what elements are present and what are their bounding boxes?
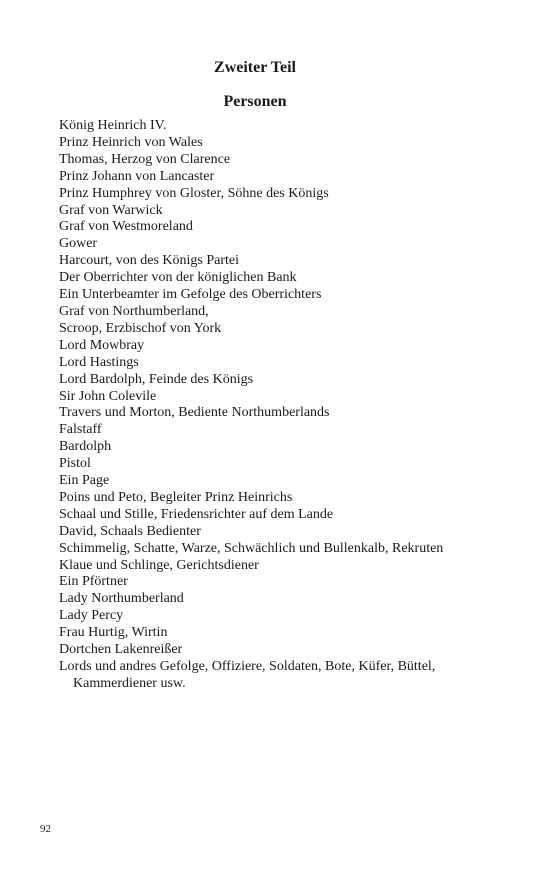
cast-entry: Ein Page bbox=[59, 473, 110, 489]
cast-entry: Prinz Humphrey von Gloster, Söhne des Königs bbox=[59, 185, 329, 201]
cast-entry: David, Schaals Bedienter bbox=[59, 523, 201, 539]
cast-entry: Harcourt, von des Königs Partei bbox=[59, 253, 240, 269]
cast-list bbox=[59, 118, 489, 693]
cast-entry: Gower bbox=[59, 236, 98, 252]
cast-entry: Graf von Warwick bbox=[59, 202, 163, 218]
cast-entry: König Heinrich IV. bbox=[59, 118, 167, 133]
cast-entry: Thomas, Herzog von Clarence bbox=[59, 151, 231, 167]
cast-entry: Schaal und Stille, Friedensrichter auf dem Lande bbox=[59, 506, 334, 522]
cast-entry: Lord Hastings bbox=[59, 354, 139, 370]
cast-entry: Travers und Morton, Bediente Northumberlands bbox=[59, 405, 330, 421]
cast-entry: Graf von Northumberland, bbox=[59, 303, 209, 319]
cast-entry: Prinz Johann von Lancaster bbox=[59, 168, 215, 184]
cast-entry: Lords und andres Gefolge, Offiziere, Soldaten, Bote, Küfer, Büttel, Kammerdiener usw. bbox=[59, 659, 436, 691]
cast-entry: Dortchen Lakenreißer bbox=[59, 642, 183, 658]
cast-entry: Lord Bardolph, Feinde des Königs bbox=[59, 371, 254, 387]
cast-entry: Frau Hurtig, Wirtin bbox=[59, 625, 168, 641]
cast-entry: Bardolph bbox=[59, 439, 112, 455]
cast-entry: Ein Unterbeamter im Gefolge des Oberrichters bbox=[59, 287, 322, 303]
cast-entry: Graf von Westmoreland bbox=[59, 219, 193, 235]
cast-entry: Lady Percy bbox=[59, 608, 124, 624]
cast-entry: Der Oberrichter von der königlichen Bank bbox=[59, 270, 297, 286]
cast-entry: Ein Pförtner bbox=[59, 574, 128, 590]
cast-entry: Schimmelig, Schatte, Warze, Schwächlich und Bullenkalb, Rekruten bbox=[59, 540, 444, 556]
cast-entry: Falstaff bbox=[59, 422, 102, 438]
cast-entry: Lady Northumberland bbox=[59, 591, 184, 607]
cast-entry: Pistol bbox=[59, 456, 91, 472]
page-number: 92 bbox=[40, 823, 51, 835]
part-title: Zweiter Teil bbox=[214, 59, 296, 76]
cast-entry: Lord Mowbray bbox=[59, 337, 145, 353]
cast-entry: Poins und Peto, Begleiter Prinz Heinrichs bbox=[59, 489, 293, 505]
cast-entry: Prinz Heinrich von Wales bbox=[59, 134, 203, 150]
cast-entry: Scroop, Erzbischof von York bbox=[59, 320, 222, 336]
cast-entry: Klaue und Schlinge, Gerichtsdiener bbox=[59, 557, 259, 573]
persons-heading: Personen bbox=[223, 93, 287, 110]
cast-entry: Sir John Colevile bbox=[59, 388, 157, 404]
